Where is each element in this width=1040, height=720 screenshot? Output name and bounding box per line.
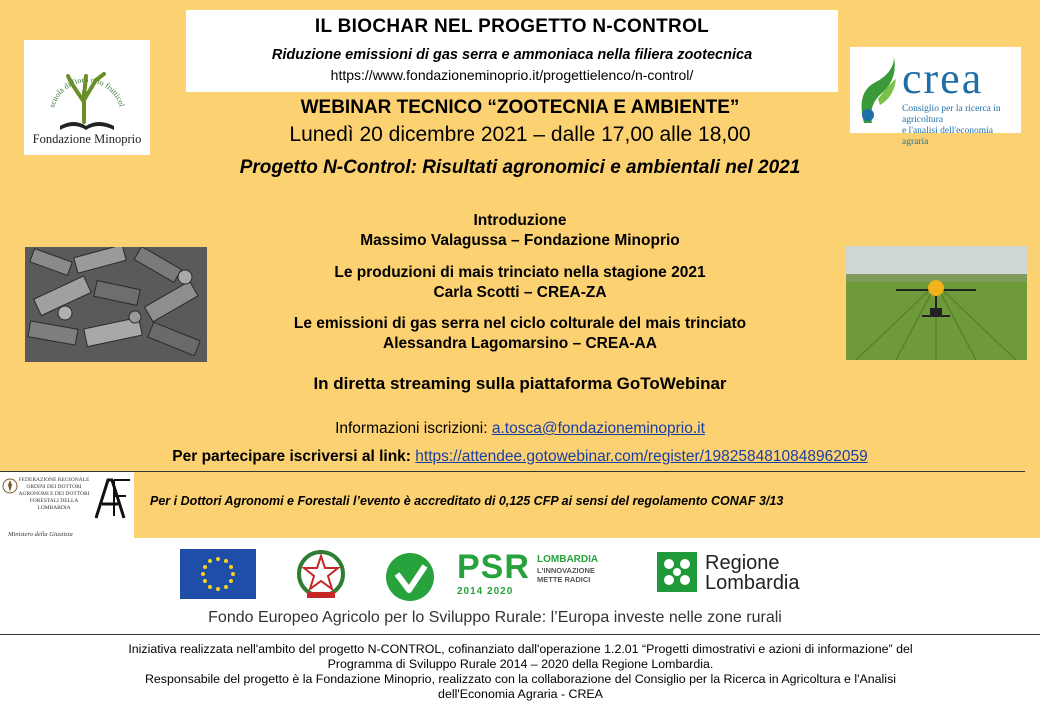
streaming-note: In diretta streaming sulla piattaforma GoToWebinar — [313, 374, 727, 393]
webinar-title: WEBINAR TECNICO “ZOOTECNIA E AMBIENTE” — [300, 97, 740, 118]
drone-icon — [928, 280, 944, 296]
webinar-date: Lunedì 20 dicembre 2021 – dalle 17,00 alle 18,00 — [289, 123, 751, 146]
register-label: Per partecipare iscriversi al link: — [172, 448, 416, 465]
event-title: IL BIOCHAR NEL PROGETTO N-CONTROL — [314, 16, 710, 37]
tree-book-icon — [24, 40, 150, 135]
info-line — [0, 420, 1040, 438]
divider — [0, 471, 1025, 472]
program-item-title: Introduzione — [473, 212, 567, 229]
footer-line1: Iniziativa realizzata nell'ambito del progetto N-CONTROL, cofinanziato dall'operazione 1.2.01 “Progetti dimostrativi e azioni di informazione” del — [128, 642, 913, 656]
program-item — [200, 314, 840, 354]
psr-years: 2014 2020 — [457, 586, 514, 597]
cfp-accreditation-note: Per i Dottori Agronomi e Forestali l’evento è accreditato di 0,125 CFP ai sensi del regolamento CONAF 3/13 — [150, 494, 784, 508]
program-item-title: Le produzioni di mais trinciato nella stagione 2021 — [334, 264, 706, 281]
regione-lombardia-logo — [657, 550, 817, 600]
psr-slogan-line2: METTE RADICI — [537, 575, 591, 584]
header-box — [186, 10, 838, 92]
event-subtitle: Riduzione emissioni di gas serra e ammoniaca nella filiera zootecnica — [271, 47, 753, 63]
psr-region: LOMBARDIA — [537, 554, 599, 565]
conaf-text: FEDERAZIONE REGIONALE ORDINI DEI DOTTORI AGRONOMI E DEI DOTTORI FORESTALI DELLA LOMBARDIA — [18, 477, 90, 511]
program-item-speaker: Carla Scotti – CREA-ZA — [433, 284, 607, 301]
eu-flag-icon — [180, 549, 256, 599]
crea-caption-line2: e l'analisi dell'economia agraria — [902, 126, 994, 147]
psr-slogan — [537, 566, 595, 584]
drone-field-photo — [846, 246, 1027, 360]
psr-slogan-line1: L'INNOVAZIONE — [537, 566, 595, 575]
footer-line2: Programma di Sviluppo Rurale 2014 – 2020 della Regione Lombardia. — [327, 657, 714, 671]
psr-lombardia-logo — [385, 548, 625, 604]
crea-wordmark: crea — [902, 54, 984, 103]
footer-divider — [0, 634, 1040, 635]
register-link[interactable]: https://attendee.gotowebinar.com/register/1982584810848962059 — [415, 448, 868, 465]
footer — [8, 642, 1033, 702]
crea-caption-line1: Consiglio per la ricerca in agricoltura — [902, 104, 1001, 125]
webinar-topic: Progetto N-Control: Risultati agronomici e ambientali nel 2021 — [239, 157, 801, 178]
info-email-link[interactable]: a.tosca@fondazioneminoprio.it — [491, 420, 705, 437]
project-url[interactable]: https://www.fondazioneminoprio.it/progettielenco/n-control/ — [330, 67, 694, 83]
arc-text: scuola di fioro orto frutticol — [47, 75, 127, 109]
crea-logo — [850, 47, 1021, 147]
emblem-icon — [2, 476, 18, 496]
regione-line2: Lombardia — [705, 572, 800, 594]
program-item — [200, 263, 840, 303]
biochar-photo — [25, 247, 207, 362]
af-monogram-icon — [92, 476, 132, 522]
program-item — [200, 211, 840, 251]
footer-line3: Responsabile del progetto è la Fondazione Minoprio, realizzato con la collaborazione del Consiglio per la Ricerca in Agricoltura e l'Analisi — [144, 672, 897, 686]
regione-cross-icon — [657, 552, 697, 592]
regione-line1: Regione — [705, 552, 780, 574]
ministry-label: Ministero della Giustizia — [8, 531, 73, 538]
info-label: Informazioni iscrizioni: — [335, 420, 492, 437]
feasr-tagline: Fondo Europeo Agricolo per lo Sviluppo Rurale: l’Europa investe nelle zone rurali — [208, 609, 782, 626]
footer-line4: dell'Economia Agraria - CREA — [438, 687, 603, 701]
register-line — [0, 448, 1040, 466]
checkmark-icon — [385, 552, 435, 602]
conaf-logo — [0, 472, 134, 538]
fondazione-name: Fondazione Minoprio — [32, 132, 142, 146]
program-item-title: Le emissioni di gas serra nel ciclo colturale del mais trinciato — [293, 315, 747, 332]
program-item-speaker: Alessandra Lagomarsino – CREA-AA — [383, 335, 657, 352]
psr-wordmark: PSR — [457, 548, 530, 586]
italian-republic-emblem-icon — [293, 546, 349, 602]
program-item-speaker: Massimo Valagussa – Fondazione Minoprio — [360, 232, 680, 249]
